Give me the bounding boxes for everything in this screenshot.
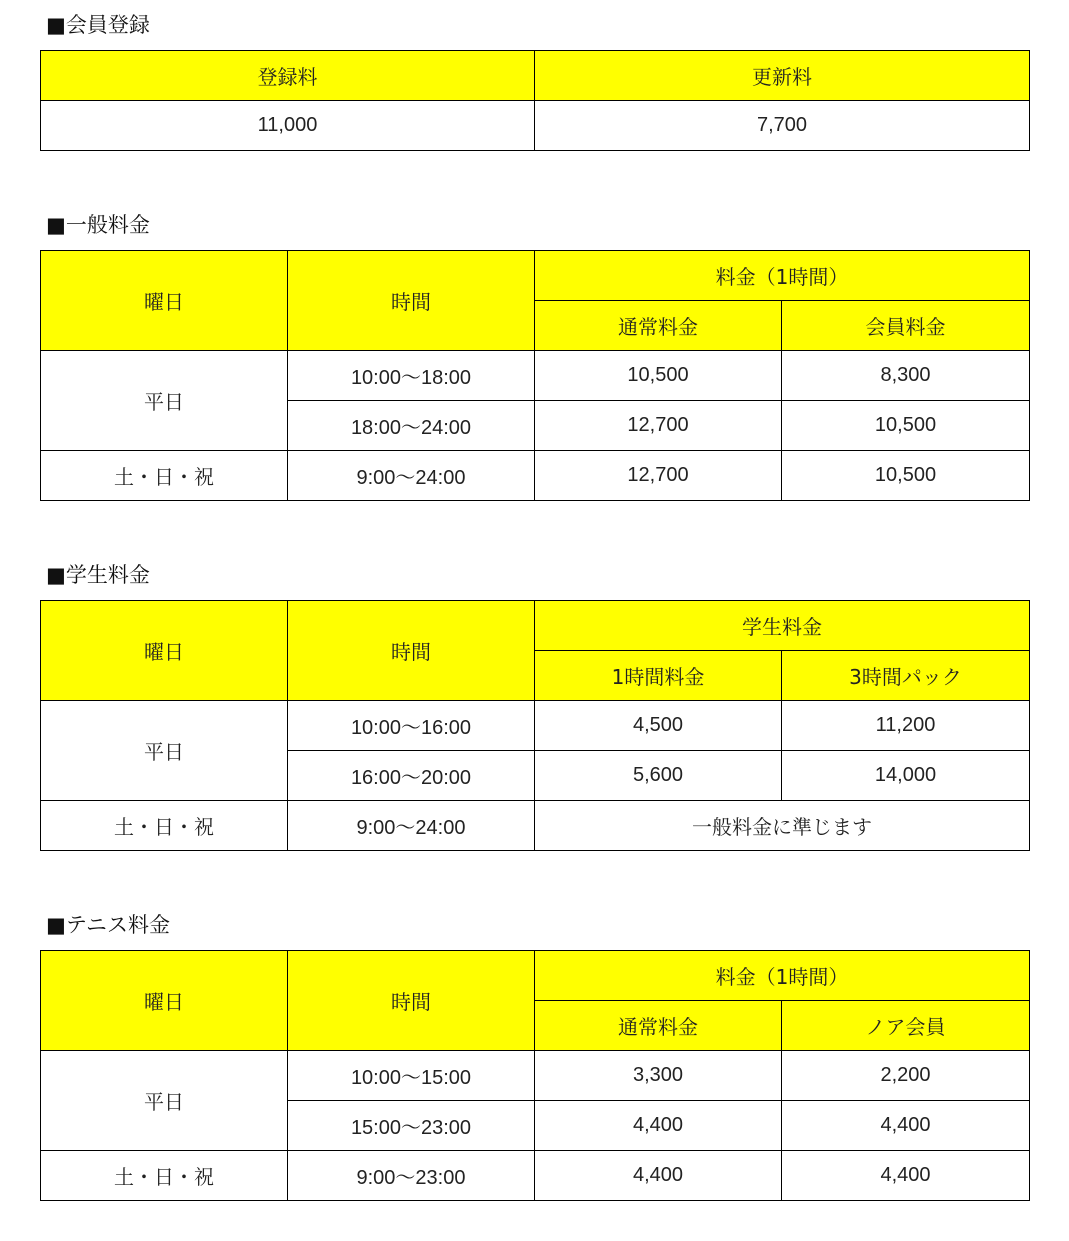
table-header-row: [41, 951, 1030, 1001]
day-column-header: 曜日: [41, 951, 288, 1051]
holiday-label: 土・日・祝: [41, 801, 288, 851]
member-fee-header: 会員料金: [782, 301, 1030, 351]
time-column-header: 時間: [288, 601, 535, 701]
day-column-header: 曜日: [41, 601, 288, 701]
time-cell: 9:00～24:00: [288, 801, 535, 851]
noa-member-fee-cell: 4,400: [782, 1101, 1030, 1151]
time-cell: 16:00～20:00: [288, 751, 535, 801]
table-header-row: [41, 601, 1030, 651]
student-section-title: ■学生料金: [46, 563, 150, 587]
tennis-fee-table: [40, 950, 1030, 1201]
table-row: [41, 701, 1030, 751]
table-row: [41, 1151, 1030, 1201]
hourly-fee-header: 1時間料金: [535, 651, 782, 701]
registration-fee-value: 11,000: [41, 101, 535, 151]
registration-fee-header: 登録料: [41, 51, 535, 101]
regular-fee-cell: 4,400: [535, 1101, 782, 1151]
table-header-row: [41, 251, 1030, 301]
hourly-fee-cell: 4,500: [535, 701, 782, 751]
regular-fee-cell: 3,300: [535, 1051, 782, 1101]
table-row: [41, 351, 1030, 401]
general-section-title: ■一般料金: [46, 213, 150, 237]
weekday-label: 平日: [41, 701, 288, 801]
student-fee-table: [40, 600, 1030, 851]
table-row: [41, 1051, 1030, 1101]
noa-member-fee-cell: 2,200: [782, 1051, 1030, 1101]
regular-fee-cell: 12,700: [535, 401, 782, 451]
regular-fee-cell: 4,400: [535, 1151, 782, 1201]
time-cell: 9:00～24:00: [288, 451, 535, 501]
three-hour-pack-header: 3時間パック: [782, 651, 1030, 701]
day-column-header: 曜日: [41, 251, 288, 351]
fee-group-header: 料金（1時間）: [535, 251, 1030, 301]
tennis-section-title: ■テニス料金: [46, 913, 171, 937]
regular-fee-cell: 12,700: [535, 451, 782, 501]
general-fee-table: [40, 250, 1030, 501]
member-fee-cell: 10,500: [782, 401, 1030, 451]
renewal-fee-value: 7,700: [535, 101, 1030, 151]
table-row: [41, 451, 1030, 501]
holiday-note-cell: 一般料金に準じます: [535, 801, 1030, 851]
hourly-fee-cell: 5,600: [535, 751, 782, 801]
member-fee-cell: 8,300: [782, 351, 1030, 401]
time-column-header: 時間: [288, 951, 535, 1051]
three-hour-pack-cell: 14,000: [782, 751, 1030, 801]
regular-fee-header: 通常料金: [535, 1001, 782, 1051]
renewal-fee-header: 更新料: [535, 51, 1030, 101]
time-cell: 18:00～24:00: [288, 401, 535, 451]
time-cell: 9:00～23:00: [288, 1151, 535, 1201]
regular-fee-cell: 10,500: [535, 351, 782, 401]
table-row: [41, 101, 1030, 151]
fee-group-header: 学生料金: [535, 601, 1030, 651]
time-cell: 10:00～16:00: [288, 701, 535, 751]
table-row: [41, 801, 1030, 851]
member-fee-cell: 10,500: [782, 451, 1030, 501]
time-cell: 10:00～15:00: [288, 1051, 535, 1101]
weekday-label: 平日: [41, 1051, 288, 1151]
noa-member-header: ノア会員: [782, 1001, 1030, 1051]
membership-fee-table: [40, 50, 1030, 151]
weekday-label: 平日: [41, 351, 288, 451]
three-hour-pack-cell: 11,200: [782, 701, 1030, 751]
table-header-row: [41, 51, 1030, 101]
noa-member-fee-cell: 4,400: [782, 1151, 1030, 1201]
time-cell: 15:00～23:00: [288, 1101, 535, 1151]
membership-section-title: ■会員登録: [46, 13, 150, 37]
time-cell: 10:00～18:00: [288, 351, 535, 401]
holiday-label: 土・日・祝: [41, 451, 288, 501]
time-column-header: 時間: [288, 251, 535, 351]
holiday-label: 土・日・祝: [41, 1151, 288, 1201]
fee-group-header: 料金（1時間）: [535, 951, 1030, 1001]
regular-fee-header: 通常料金: [535, 301, 782, 351]
